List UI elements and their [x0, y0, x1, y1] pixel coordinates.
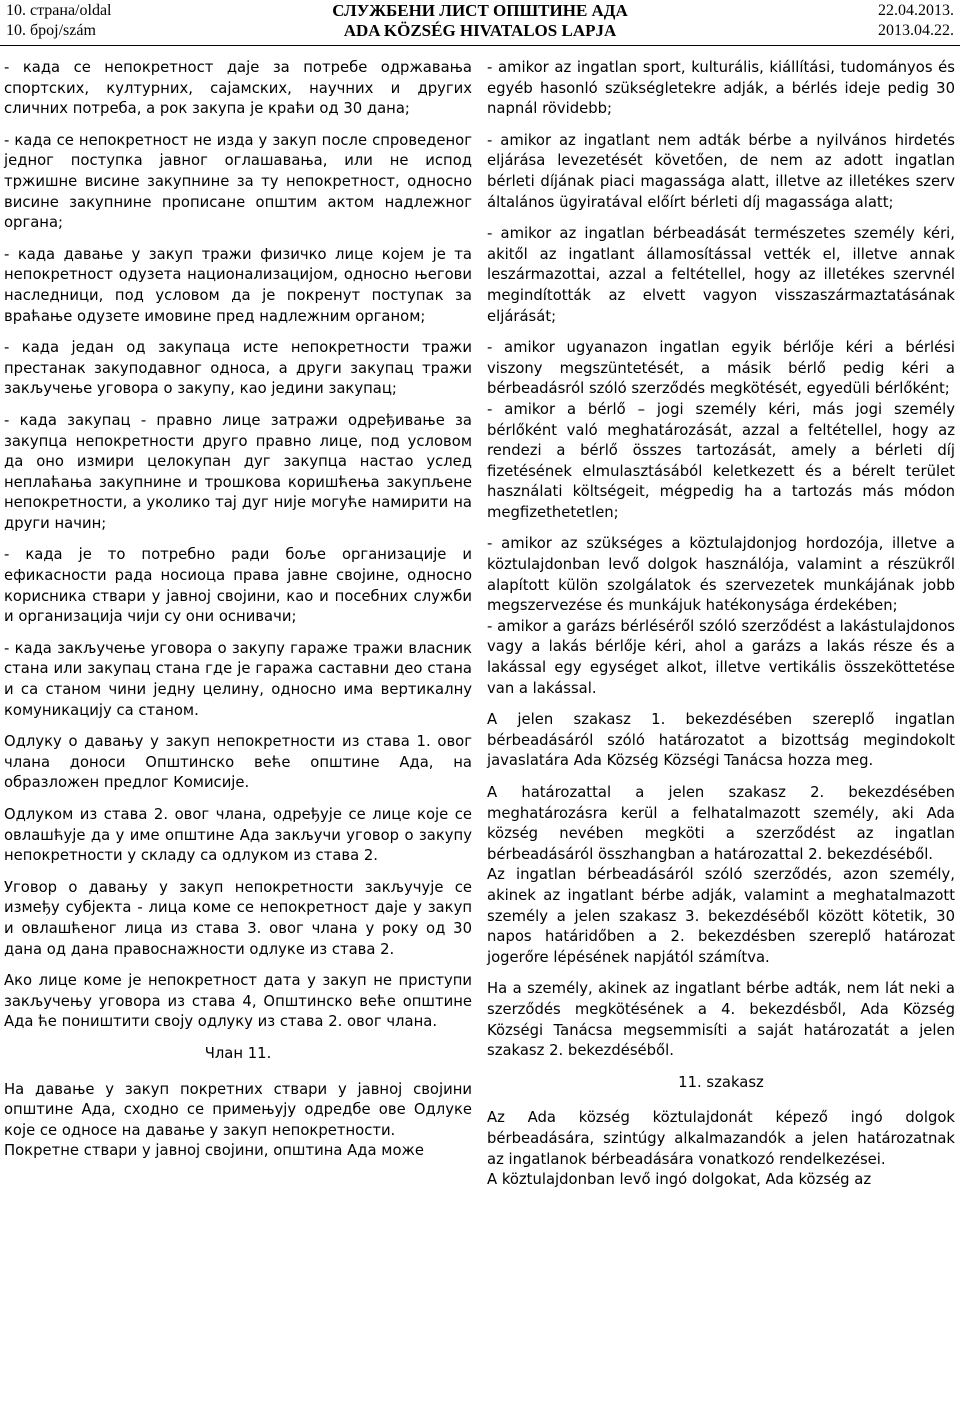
issue-number-label: 10. број/szám [6, 22, 96, 39]
paragraph: Ако лице коме је непокретност дата у закуп не приступи закључењу уговора из става 4, Општинско веће општине Ада ће поништити своју одлуку из става 2. овог члана. [4, 972, 472, 1031]
paragraph: Одлуком из става 2. овог члана, одређује се лице које се овлашћује да у име општине Ада закључи уговор о закупу непокретности у складу са одлуком из става 2. [4, 806, 472, 865]
article-heading: Члан 11. [204, 1044, 272, 1062]
paragraph: A jelen szakasz 1. bekezdésében szereplő ingatlan bérbeadásáról szóló határozatot a bizottság megindokolt javaslatára Ada Község Községi Tanácsa hozza meg. [487, 711, 955, 770]
paragraph: A határozattal a jelen szakasz 2. bekezdésében meghatározásra kerül a felhatalmazott személy, aki Ada község nevében megköti a szerződést az ingatlan bérbeadásáról összhangban a határozattal 2. bekezdéséből. [487, 784, 955, 863]
serbian-column [4, 58, 472, 1162]
paragraph: A köztulajdonban levő ingó dolgokat, Ada község az [487, 1171, 872, 1189]
publication-title-hungarian: ADA KÖZSÉG HIVATALOS LAPJA [343, 21, 617, 40]
paragraph: - amikor az szükséges a köztulajdonjog hordozója, illetve a köztulajdonban levő dolgok használója, valamint a részükről alapított külön szolgálatok és szervezetek munkájának jobb megszervezése és munkájuk hatékonysága érdekében; [487, 535, 955, 615]
paragraph: - amikor a bérlő – jogi személy kéri, más jogi személy bérlőként való meghatározását, azzal a feltétellel, hogy az rendezi a bérlő összes tartozását, amely a bérleti díj fizetésének elmulasztásából keletkezett és a bérelt terület használati költségeit, mégpedig ha a tartozás más módon megfizethetetlen; [487, 400, 955, 521]
paragraph: Уговор о давању у закуп непокретности закључује се између субјекта - лица коме се непокретност даје у закуп и овлашћеног лица из става 3. овог члана у року од 30 дана од дана правоснажности одлуке из става 2. [4, 878, 472, 958]
paragraph: Az Ada község köztulajdonát képező ingó dolgok bérbeadására, szintúgy alkalmazandók a jelen határozatnak az ingatlanok bérbeadására vonatkozó rendelkezései. [487, 1109, 955, 1168]
paragraph: - amikor ugyanazon ingatlan egyik bérlője kéri a bérlési viszony megszüntetését, a másik bérlő pedig kéri a bérbeadásról szóló szerződés megkötését, egyedüli bérlőként; [487, 339, 955, 398]
paragraph: Az ingatlan bérbeadásáról szóló szerződés, azon személy, akinek az ingatlant bérbe adják, valamint a meghatalmazott személy a jelen szakasz 3. bekezdéséből között kötetik, 30 napos határidőben a 2. bekezdésben szereplő határozat jogerőre lépésének napjától számítva. [487, 866, 955, 966]
publication-title-block [250, 1, 710, 41]
page-number-label: 10. страна/oldal [6, 2, 112, 19]
paragraph: - када закупац - правно лице затражи одређивање за закупца непокретности друго правно лице, под условом да оно измири целокупан дуг закупца настао услед неплаћања закупнине и трошкова коришћења закупљене непокретности, а уколико тај дуг није могуће намирити на други начин; [4, 411, 472, 532]
article-heading: 11. szakasz [678, 1073, 764, 1091]
paragraph: Одлуку о давању у закуп непокретности из става 1. овог члана доноси Општинско веће општине Ада, на образложен предлог Комисије. [4, 733, 472, 792]
publication-title-serbian: СЛУЖБЕНИ ЛИСТ ОПШТИНЕ АДА [332, 1, 628, 20]
hungarian-column [487, 58, 955, 1191]
header-divider [0, 45, 960, 46]
paragraph: - amikor az ingatlan sport, kulturális, kiállítási, tudományos és egyéb hasonló szükségletekre adják, a bérlés ideje pedig 30 napnál rövidebb; [487, 59, 955, 118]
paragraph: Ha a személy, akinek az ingatlant bérbe adták, nem lát neki a szerződés megkötésének a 4. bekezdésből, Ada Község Községi Tanácsa megsemmisíti a saját határozatát a jelen szakasz 2. bekezdéséből. [487, 980, 955, 1060]
paragraph: - када давање у закуп тражи физичко лице којем је та непокретност одузета национализацијом, односно његови наследници, под условом да је покренут поступак за враћање одузете имовине пред надлежним органом; [4, 245, 472, 325]
paragraph: - amikor az ingatlant nem adták bérbe a nyilvános hirdetés eljárása levezetését követően, de nem az adott ingatlan bérleti díjának piaci magassága alatt, illetve az illetékes szerv általános ügyiratával előírt bérleti díj magassága alatt; [487, 131, 955, 211]
paragraph: - amikor az ingatlan bérbeadását természetes személy kéri, akitől az ingatlant államosítással vették el, illetve annak leszármazottai, azzal a feltétellel, hogy az illetékes szervnél megindították az elvett vagyon visszaszármaztatásának eljárását; [487, 225, 955, 325]
paragraph: - када се непокретност не изда у закуп после спроведеног једног поступка јавног оглашавања, или не испод тржишне висине закупнине за ту непокретност, односно висине закупнине прописане општим актом надлежног органа; [4, 131, 472, 232]
paragraph: - када се непокретност даје за потребе одржавања спортских, културних, сајамских, научних и других сличних потреба, а рок закупа је краћи од 30 дана; [4, 59, 472, 118]
paragraph: - када један од закупаца исте непокретности тражи престанак закуподавног односа, а други закупац тражи закључење уговора о закупу, као једини закупац; [4, 339, 472, 398]
date-serbian: 22.04.2013. [878, 2, 954, 19]
page-header [0, 0, 960, 46]
page-number-block [6, 1, 112, 41]
paragraph: - када је то потребно ради боље организације и ефикасности рада носиоца права јавне својине, односно корисника ствари у јавној својини, као и посебних служби и организација чији су они оснивачи; [4, 546, 472, 626]
paragraph: - када закључење уговора о закупу гараже тражи власник стана или закупац стана где је гаража саставни део стана и са станом чини једну целину, односно има вертикалну комуникацију са станом. [4, 639, 472, 719]
paragraph: Покретне ствари у јавној својини, општина Ада може [4, 1142, 424, 1160]
paragraph: - amikor a garázs bérléséről szóló szerződést a lakástulajdonos vagy a lakás bérlője kéri, ahol a garázs a lakás része és a lakással egy egységet alkot, illetve vertikális összeköttetése van a lakással. [487, 617, 955, 697]
date-block [878, 1, 954, 41]
paragraph: На давање у закуп покретних ствари у јавној својини општине Ада, сходно се примењују одредбе ове Одлуке које се односе на давање у закуп непокретности. [4, 1080, 472, 1139]
date-hungarian: 2013.04.22. [878, 22, 954, 39]
